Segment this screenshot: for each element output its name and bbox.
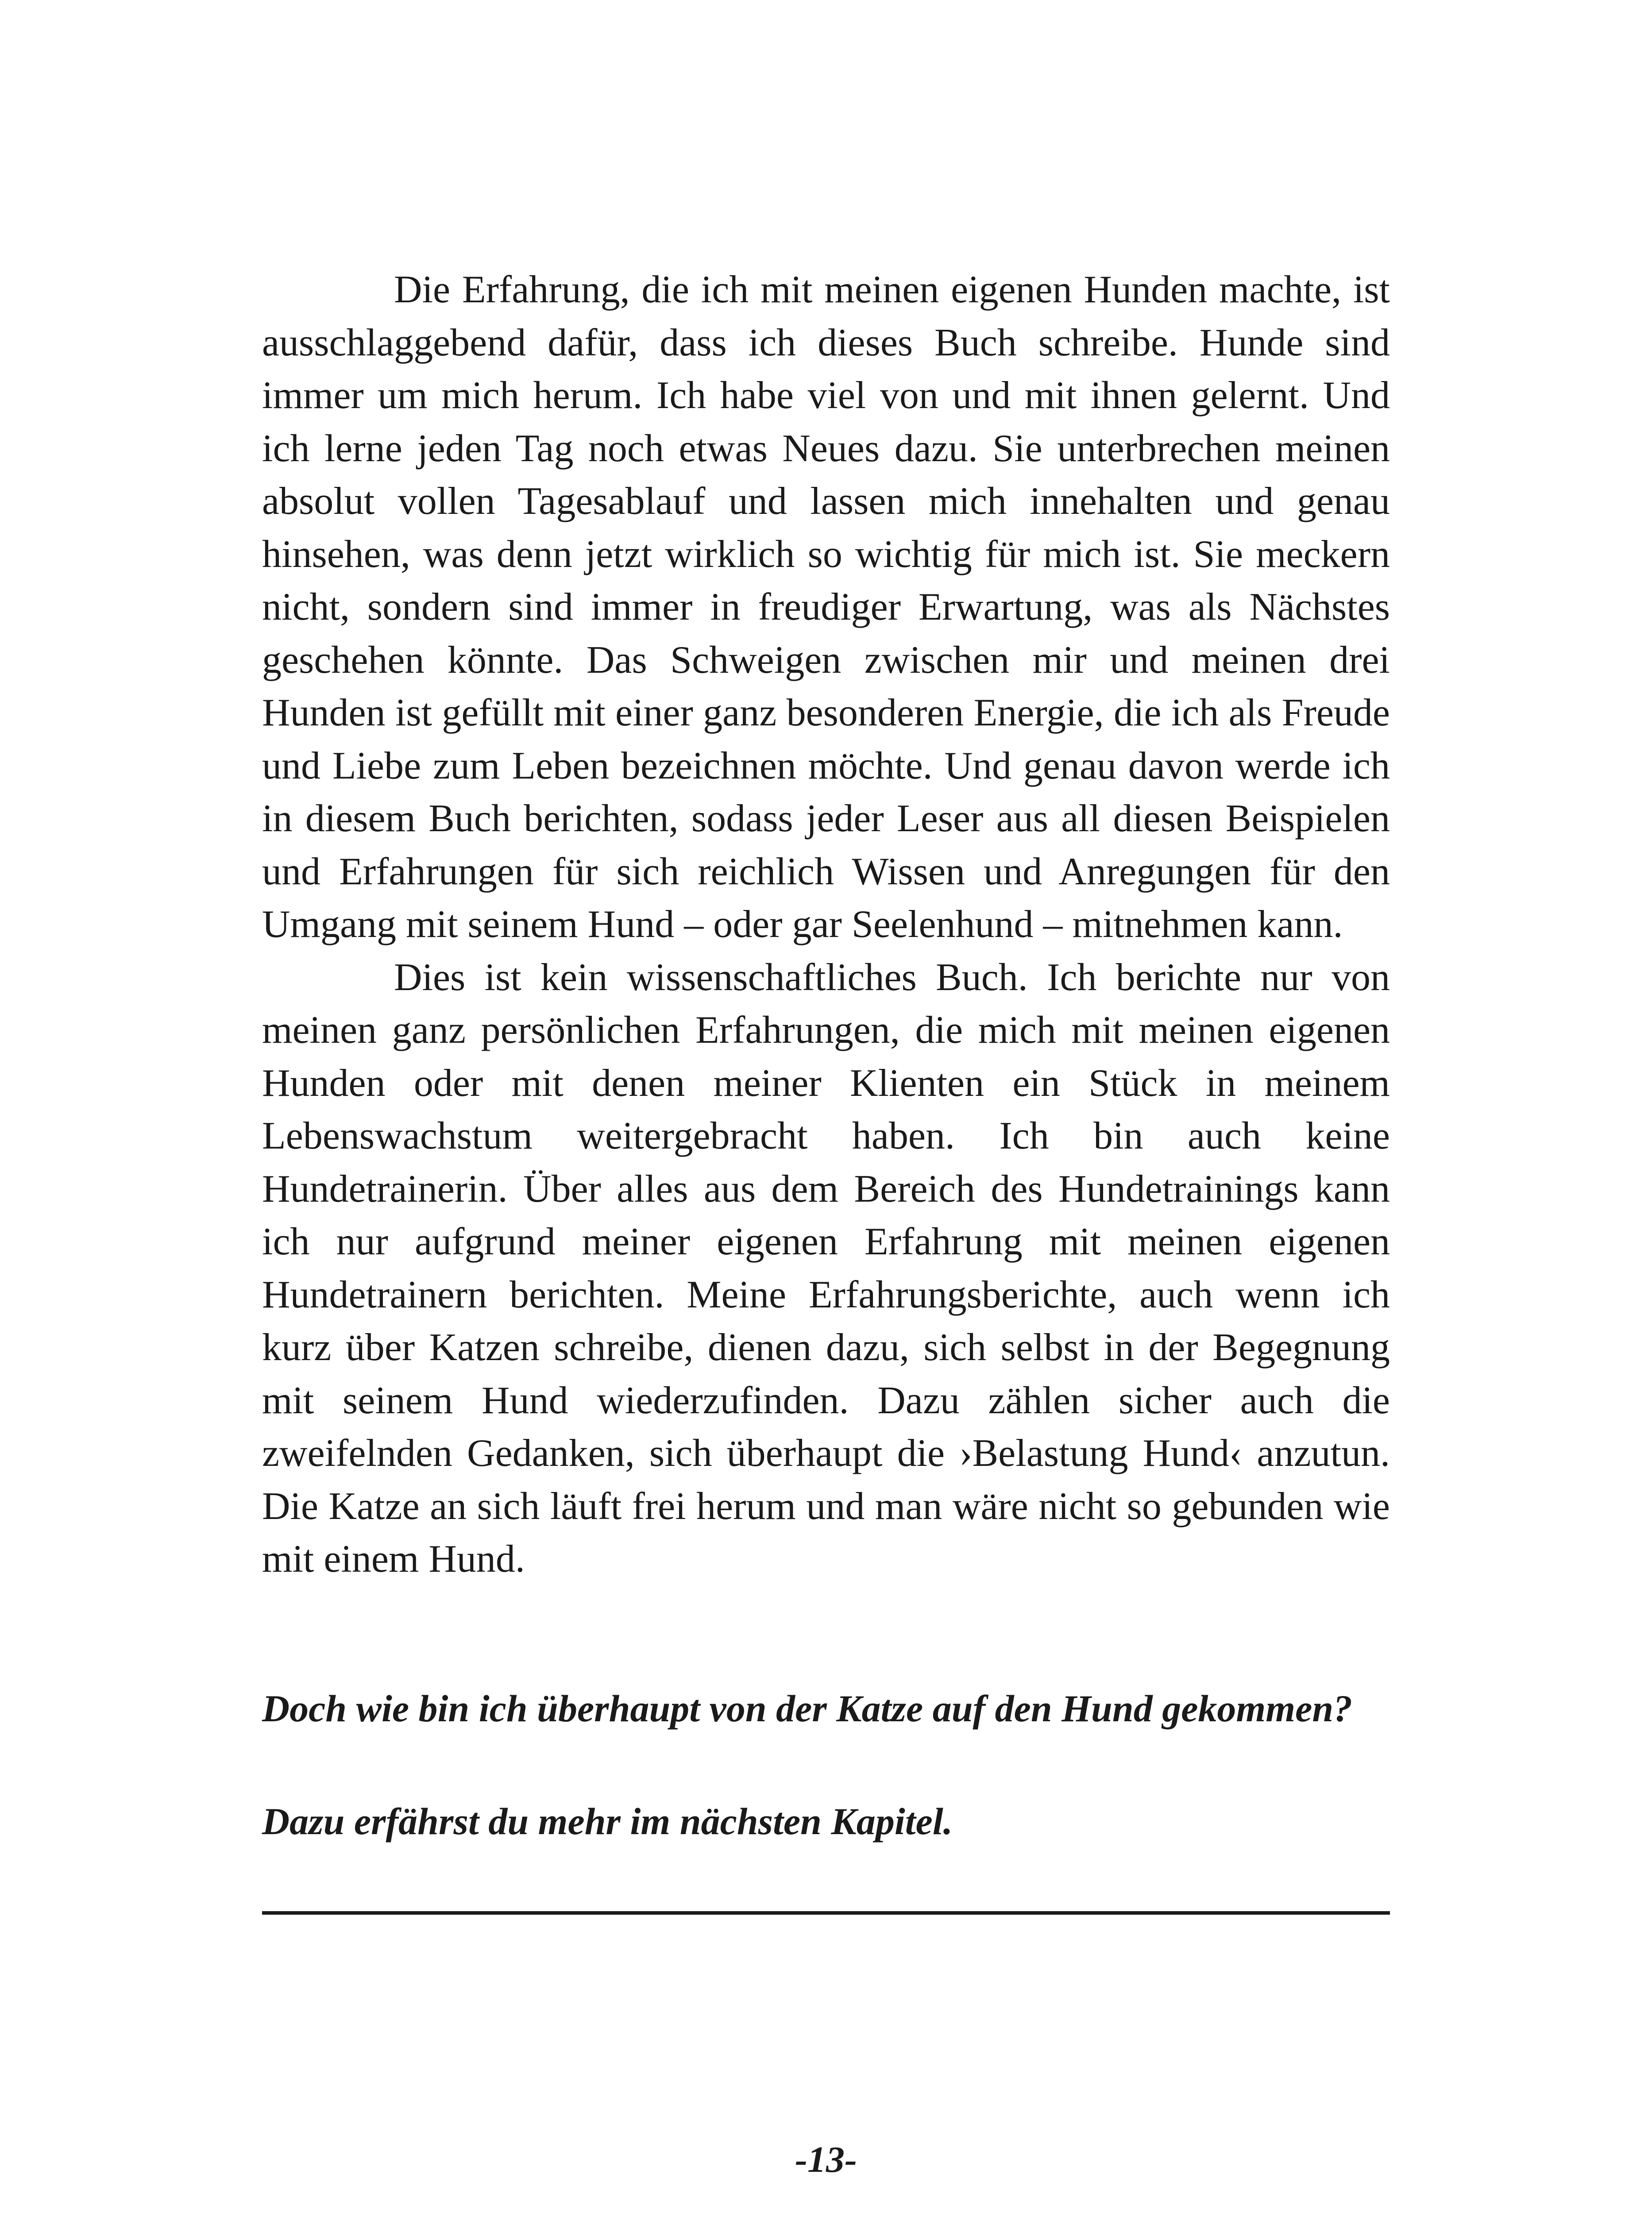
section-divider-line bbox=[262, 1911, 1390, 1915]
closing-question: Doch wie bin ich überhaupt von der Katze auf den Hund gekommen? bbox=[262, 1687, 1353, 1730]
paragraph-2: Dies ist kein wissenschaftliches Buch. Ich berichte nur von meinen ganz persönlichen Erfahrungen, die mich mit meinen eigenen Hunden oder mit denen meiner Klienten ein Stück in meinem Lebenswachstum weitergebracht haben. Ich bin auch keine Hundetrainerin. Über alles aus dem Bereich des Hundetrainings kann ich nur aufgrund meiner eigenen Erfahrung mit meinen eigenen Hundetrainern berichten. Meine Erfahrungsberichte, auch wenn ich kurz über Katzen schreibe, dienen dazu, sich selbst in der Begegnung mit seinem Hund wiederzufinden. Dazu zählen sicher auch die zweifelnden Gedanken, sich überhaupt die ›Belastung Hund‹ anzutun. Die Katze an sich läuft frei herum und man wäre nicht so gebunden wie mit einem Hund. bbox=[262, 956, 1390, 1581]
next-chapter-teaser: Dazu erfährst du mehr im nächsten Kapitel. bbox=[262, 1800, 953, 1843]
body-text bbox=[262, 263, 1390, 1586]
paragraph-1: Die Erfahrung, die ich mit meinen eigenen Hunden machte, ist ausschlaggebend dafür, dass ich dieses Buch schreibe. Hunde sind immer um mich herum. Ich habe viel von und mit ihnen gelernt. Und ich lerne jeden Tag noch etwas Neues dazu. Sie unterbrechen meinen absolut vollen Tagesablauf und lassen mich innehalten und genau hinsehen, was denn jetzt wirklich so wichtig für mich ist. Sie meckern nicht, sondern sind immer in freudiger Erwartung, was als Nächstes geschehen könnte. Das Schweigen zwischen mir und meinen drei Hunden ist gefüllt mit einer ganz besonderen Energie, die ich als Freude und Liebe zum Leben bezeichnen möchte. Und genau davon werde ich in diesem Buch berichten, sodass jeder Leser aus all diesen Beispielen und Erfahrungen für sich reichlich Wissen und Anregungen für den Umgang mit seinem Hund – oder gar Seelenhund – mitnehmen kann. bbox=[262, 268, 1390, 946]
page-number: -13- bbox=[795, 2139, 857, 2180]
